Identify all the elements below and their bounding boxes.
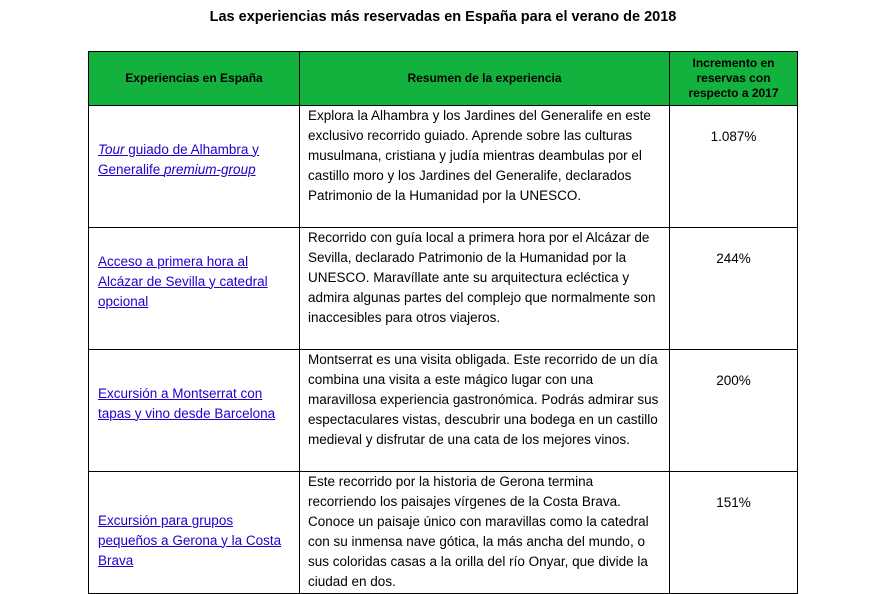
increment-cell: 200%	[670, 350, 798, 472]
header-summary: Resumen de la experiencia	[300, 52, 670, 106]
summary-cell: Recorrido con guía local a primera hora por el Alcázar de Sevilla, declarado Patrimonio de la Humanidad por la UNESCO. Maravíllate ante su arquitectura ecléctica y admira algunas partes del complejo que normalmente son inaccesibles para otros viajeros.	[300, 228, 670, 350]
experience-cell	[89, 472, 300, 594]
summary-cell: Explora la Alhambra y los Jardines del Generalife en este exclusivo recorrido guiado. Aprende sobre las culturas musulmana, cristiana y judía mientras deambulas por el castillo moro y los Jardines del Generalife, declarados Patrimonio de la Humanidad por la UNESCO.	[300, 106, 670, 228]
table-row	[89, 228, 798, 350]
experience-link-part: premium-group	[164, 161, 256, 177]
page-title: Las experiencias más reservadas en España para el verano de 2018	[209, 9, 677, 25]
header-increment	[670, 52, 798, 106]
experience-link-part: guiado de Alhambra y Generalife	[98, 141, 259, 177]
table-header-row	[89, 52, 798, 106]
experience-link-montserrat[interactable]: Excursión a Montserrat con tapas y vino desde Barcelona	[98, 385, 276, 421]
experience-cell	[89, 350, 300, 472]
increment-cell: 244%	[670, 228, 798, 350]
summary-cell: Este recorrido por la historia de Gerona termina recorriendo los paisajes vírgenes de la Costa Brava. Conoce un paisaje único con maravillas como la catedral con su inmensa nave gótica, la más ancha del mundo, o sus coloridas casas a la orilla del río Onyar, que divide la ciudad en dos.	[300, 472, 670, 594]
experience-cell	[89, 228, 300, 350]
header-experience: Experiencias en España	[89, 52, 300, 106]
header-increment-label: Incremento en reservas con respecto a 2017	[688, 56, 779, 100]
experience-link-alcazar[interactable]: Acceso a primera hora al Alcázar de Sevilla y catedral opcional	[98, 253, 268, 309]
experience-cell	[89, 106, 300, 228]
table-row	[89, 106, 798, 228]
table-row	[89, 350, 798, 472]
experiences-table	[88, 51, 798, 594]
table-row	[89, 472, 798, 594]
experience-link-alhambra[interactable]	[98, 142, 259, 177]
increment-cell: 151%	[670, 472, 798, 594]
experience-link-gerona[interactable]: Excursión para grupos pequeños a Gerona y la Costa Brava	[98, 512, 282, 568]
increment-cell: 1.087%	[670, 106, 798, 228]
summary-cell: Montserrat es una visita obligada. Este recorrido de un día combina una visita a este mágico lugar con una maravillosa experiencia gastronómica. Podrás admirar sus espectaculares vistas, descubrir una bodega en un castillo medieval y disfrutar de una cata de los mejores vinos.	[300, 350, 670, 472]
experience-link-part: Tour	[98, 141, 125, 157]
